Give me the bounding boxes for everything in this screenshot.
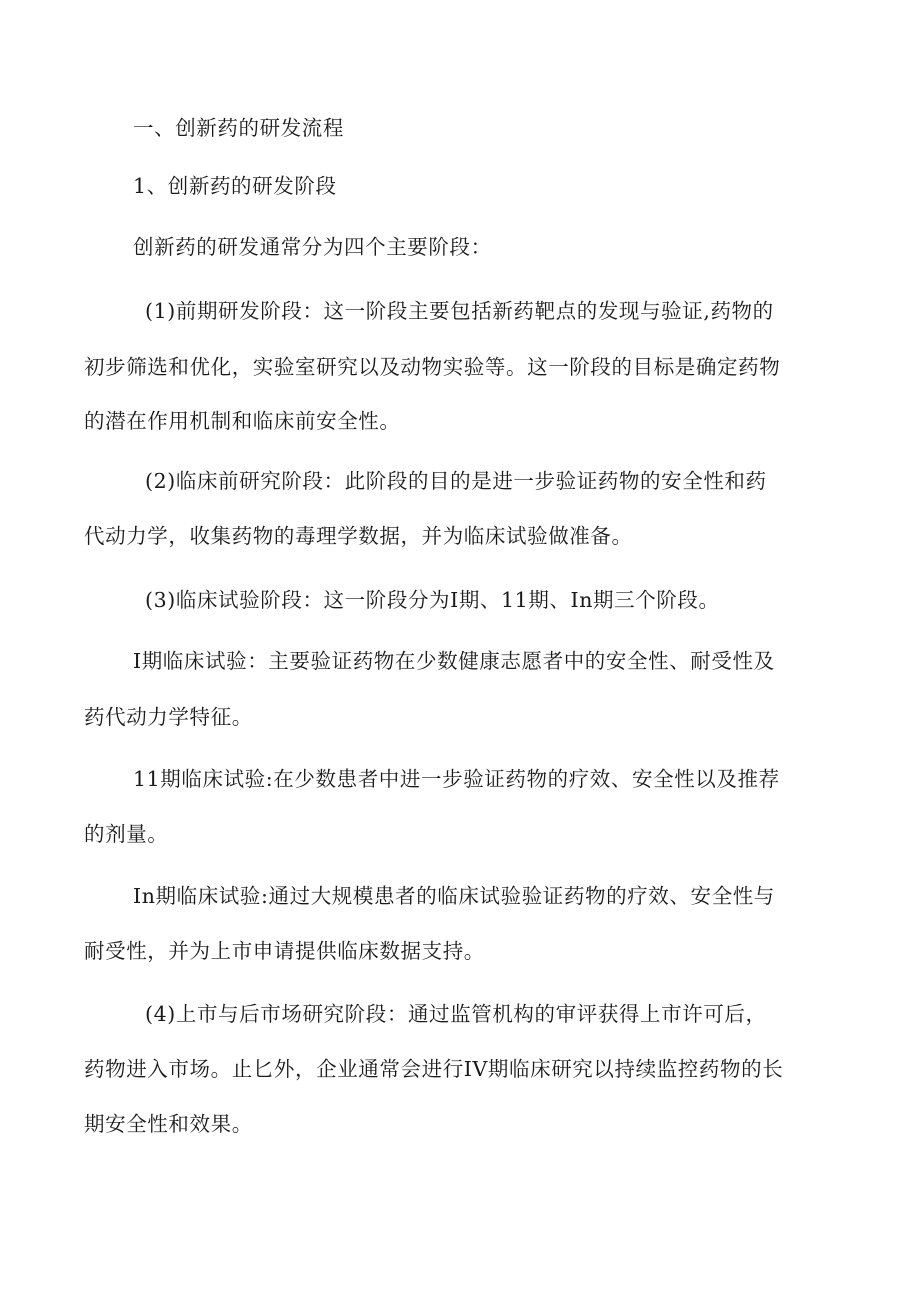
paragraph-line: 代动力学，收集药物的毒理学数据，并为临床试验做准备。 [84, 524, 633, 548]
paragraph-line: (3)临床试验阶段：这一阶段分为I期、11期、In期三个阶段。 [145, 588, 720, 612]
paragraph-line: 初步筛选和优化，实验室研究以及动物实验等。这一阶段的目标是确定药物 [84, 355, 781, 379]
paragraph-line: 期安全性和效果。 [84, 1112, 253, 1136]
paragraph-line: 的潜在作用机制和临床前安全性。 [84, 409, 401, 433]
intro-paragraph: 创新药的研发通常分为四个主要阶段： [133, 235, 492, 259]
paragraph-line: 药代动力学特征。 [84, 705, 253, 729]
subsection-heading: 1、创新药的研发阶段 [133, 174, 337, 198]
paragraph-line: 耐受性，并为上市申请提供临床数据支持。 [84, 939, 485, 963]
paragraph-line: 药物进入市场。止匕外，企业通常会进行IV期临床研究以持续监控药物的长 [84, 1057, 784, 1081]
paragraph-line: In期临床试验:通过大规模患者的临床试验验证药物的疗效、安全性与 [133, 884, 775, 908]
paragraph-line: (4)上市与后市场研究阶段：通过监管机构的审评获得上市许可后， [145, 1002, 767, 1026]
paragraph-line: (2)临床前研究阶段：此阶段的目的是进一步验证药物的安全性和药 [145, 469, 767, 493]
section-heading: 一、创新药的研发流程 [133, 116, 344, 140]
paragraph-line: (1)前期研发阶段：这一阶段主要包括新药靶点的发现与验证,药物的 [145, 299, 774, 323]
paragraph-line: 的剂量。 [84, 822, 169, 846]
paragraph-line: 11期临床试验:在少数患者中进一步验证药物的疗效、安全性以及推荐 [133, 767, 780, 791]
paragraph-line: I期临床试验：主要验证药物在少数健康志愿者中的安全性、耐受性及 [133, 649, 775, 673]
